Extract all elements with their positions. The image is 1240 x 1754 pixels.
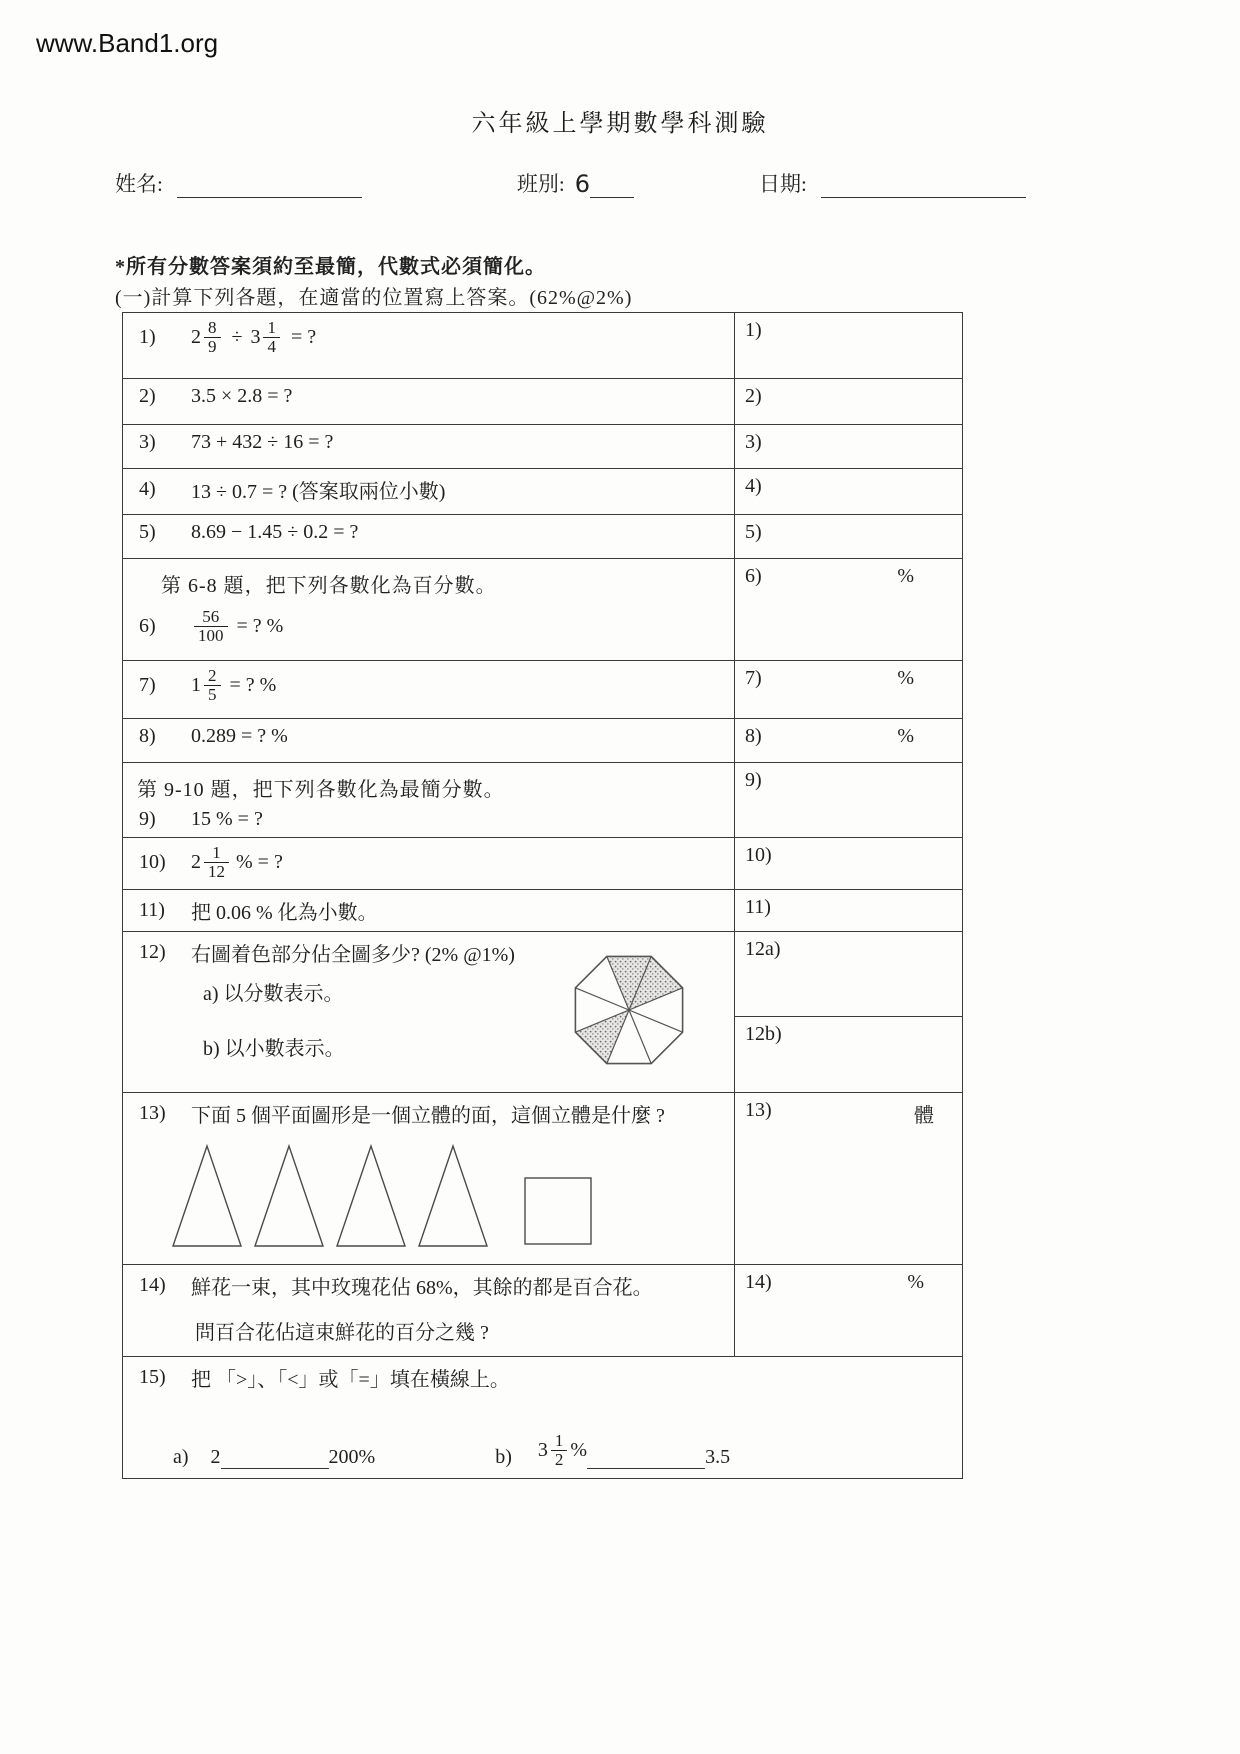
table-row: [123, 661, 963, 719]
q1-answer-cell: [735, 313, 963, 379]
q13-number: 13): [139, 1102, 166, 1124]
q15-cell: [123, 1357, 963, 1479]
q14-line2: 問百合花佔這束鮮花的百分之幾 ?: [195, 1322, 489, 1344]
q12-cell: [123, 932, 735, 1093]
q12-part-a: a) 以分數表示。: [203, 983, 344, 1005]
q8-number: 8): [139, 725, 156, 747]
q3-expression: 73 + 432 ÷ 16 = ?: [191, 431, 334, 453]
fraction: $\frac{1}{2}$: [551, 1432, 568, 1469]
q5-answer-cell: [735, 515, 963, 559]
q4-cell: [123, 469, 735, 515]
q3-cell: [123, 425, 735, 469]
answer-label: 2): [745, 385, 762, 407]
q12a-answer-cell: [735, 932, 963, 1017]
q15b-right: 3.5: [705, 1445, 731, 1468]
q6-cell: [123, 559, 735, 661]
fraction: $\frac{1}{4}$: [263, 319, 280, 356]
student-info-row: [115, 168, 1075, 198]
q11-text: 把 0.06 % 化為小數。: [191, 902, 378, 924]
q3-number: 3): [139, 431, 156, 453]
q14-answer-cell: [735, 1265, 963, 1357]
name-blank-line: [177, 174, 362, 198]
q5-expression: 8.69 − 1.45 ÷ 0.2 = ?: [191, 521, 359, 543]
instructions: [115, 252, 632, 314]
answer-label: 7): [745, 667, 762, 689]
answer-unit: %: [907, 1271, 924, 1293]
q10-number: 10): [139, 850, 166, 873]
answer-label: 1): [745, 319, 762, 341]
q7-number: 7): [139, 673, 156, 696]
answer-label: 4): [745, 475, 762, 497]
fraction: $\frac{8}{9}$: [204, 319, 221, 356]
answer-unit: %: [897, 565, 914, 587]
table-row: [123, 1265, 963, 1357]
answer-label: 13): [745, 1099, 772, 1121]
answer-label: 3): [745, 431, 762, 453]
q9-cell: [123, 763, 735, 838]
q2-answer-cell: [735, 379, 963, 425]
table-row: [123, 838, 963, 890]
q11-cell: [123, 890, 735, 932]
class-value: 6: [574, 170, 590, 198]
table-row: [123, 313, 963, 379]
answer-label: 10): [745, 844, 772, 866]
shapes-figure: [167, 1142, 724, 1256]
answer-label: 8): [745, 725, 762, 747]
q15b-left: 3 $\frac{1}{2}$ %: [537, 1431, 588, 1469]
answer-label: 14): [745, 1271, 772, 1293]
q13-text: 下面 5 個平面圖形是一個立體的面，這個立體是什麼 ?: [191, 1105, 665, 1127]
q7-cell: [123, 661, 735, 719]
name-label: 姓名:: [115, 172, 163, 196]
answer-label: 6): [745, 565, 762, 587]
q10-answer-cell: [735, 838, 963, 890]
q10-cell: [123, 838, 735, 890]
table-row: [123, 425, 963, 469]
q3-answer-cell: [735, 425, 963, 469]
q5-cell: [123, 515, 735, 559]
q12-part-b: b) 以小數表示。: [203, 1038, 345, 1060]
q15a-blank-line: [221, 1447, 329, 1469]
table-row: [123, 890, 963, 932]
table-row: [123, 1093, 963, 1265]
q15a-label: a): [173, 1445, 189, 1468]
q7-expression: 1 $\frac{2}{5}$ = ? %: [191, 666, 277, 704]
q15a-left: 2: [210, 1445, 221, 1468]
section-header-6-8: 第 6-8 題，把下列各數化為百分數。: [161, 575, 497, 597]
table-row: [123, 469, 963, 515]
answer-label: 12a): [745, 938, 781, 960]
q14-cell: [123, 1265, 735, 1357]
page-title: 六年級上學期數學科測驗: [471, 111, 769, 137]
q9-number: 9): [139, 808, 156, 830]
q11-number: 11): [139, 899, 165, 921]
answer-unit: 體: [914, 1105, 934, 1127]
table-row: [123, 932, 963, 1017]
q5-number: 5): [139, 521, 156, 543]
q2-number: 2): [139, 385, 156, 407]
table-row: [123, 1357, 963, 1479]
q12-text: 右圖着色部分佔全圖多少? (2% @1%): [191, 944, 515, 966]
answer-label: 11): [745, 896, 771, 918]
q14-number: 14): [139, 1274, 166, 1296]
q14-line1: 鮮花一束，其中玫瑰花佔 68%，其餘的都是百合花。: [191, 1277, 653, 1299]
q6-answer-cell: [735, 559, 963, 661]
q15b-blank-line: [587, 1447, 705, 1469]
q15-parts: [133, 1432, 952, 1469]
fraction: $\frac{1}{12}$: [204, 844, 229, 881]
fraction: $\frac{2}{5}$: [204, 667, 221, 704]
q7-answer-cell: [735, 661, 963, 719]
q12-number: 12): [139, 941, 166, 963]
q12b-answer-cell: [735, 1017, 963, 1093]
table-row: [123, 763, 963, 838]
q13-cell: [123, 1093, 735, 1265]
q2-expression: 3.5 × 2.8 = ?: [191, 385, 293, 407]
instruction-line-2: (一)計算下列各題，在適當的位置寫上答案。(62%@2%): [115, 287, 633, 309]
q6-expression: $\frac{56}{100}$ = ? %: [191, 608, 283, 645]
q8-cell: [123, 719, 735, 763]
date-blank-line: [821, 174, 1026, 198]
answer-unit: %: [897, 725, 914, 747]
answer-label: 9): [745, 769, 762, 791]
q9-expression: 15 % = ?: [191, 808, 263, 830]
q13-answer-cell: [735, 1093, 963, 1265]
section-header-9-10: 第 9-10 題，把下列各數化為最簡分數。: [137, 779, 505, 801]
q4-expression: 13 ÷ 0.7 = ? (答案取兩位小數): [191, 481, 446, 503]
question-table: [122, 312, 963, 1479]
answer-unit: %: [897, 667, 914, 689]
table-row: [123, 379, 963, 425]
table-row: [123, 559, 963, 661]
table-row: [123, 515, 963, 559]
q8-expression: 0.289 = ? %: [191, 725, 288, 747]
q15a-right: 200%: [328, 1445, 376, 1468]
q15b-label: b): [495, 1445, 512, 1468]
octagon-figure: [554, 938, 724, 1086]
q4-number: 4): [139, 478, 156, 500]
date-label: 日期:: [758, 172, 807, 196]
q11-answer-cell: [735, 890, 963, 932]
answer-label: 12b): [745, 1023, 782, 1046]
q15-number: 15): [139, 1366, 166, 1388]
answer-label: 5): [745, 521, 762, 543]
q9-answer-cell: [735, 763, 963, 838]
q2-cell: [123, 379, 735, 425]
q4-answer-cell: [735, 469, 963, 515]
site-watermark: www.Band1.org: [36, 28, 219, 58]
q10-expression: 2 $\frac{1}{12}$ % = ?: [191, 843, 283, 881]
q8-answer-cell: [735, 719, 963, 763]
q1-expression: 2 $\frac{8}{9}$ ÷ 3 $\frac{1}{4}$ = ?: [191, 318, 317, 356]
q1-number: 1): [139, 325, 156, 348]
fraction: $\frac{56}{100}$: [194, 608, 228, 645]
class-label: 班別:: [516, 172, 565, 196]
class-blank-line: [590, 174, 634, 198]
table-row: [123, 719, 963, 763]
q15-text: 把 「>」、「<」或「=」填在橫線上。: [191, 1369, 510, 1391]
q1-cell: [123, 313, 735, 379]
q6-number: 6): [139, 614, 156, 637]
instruction-line-1: *所有分數答案須約至最簡，代數式必須簡化。: [115, 256, 546, 278]
